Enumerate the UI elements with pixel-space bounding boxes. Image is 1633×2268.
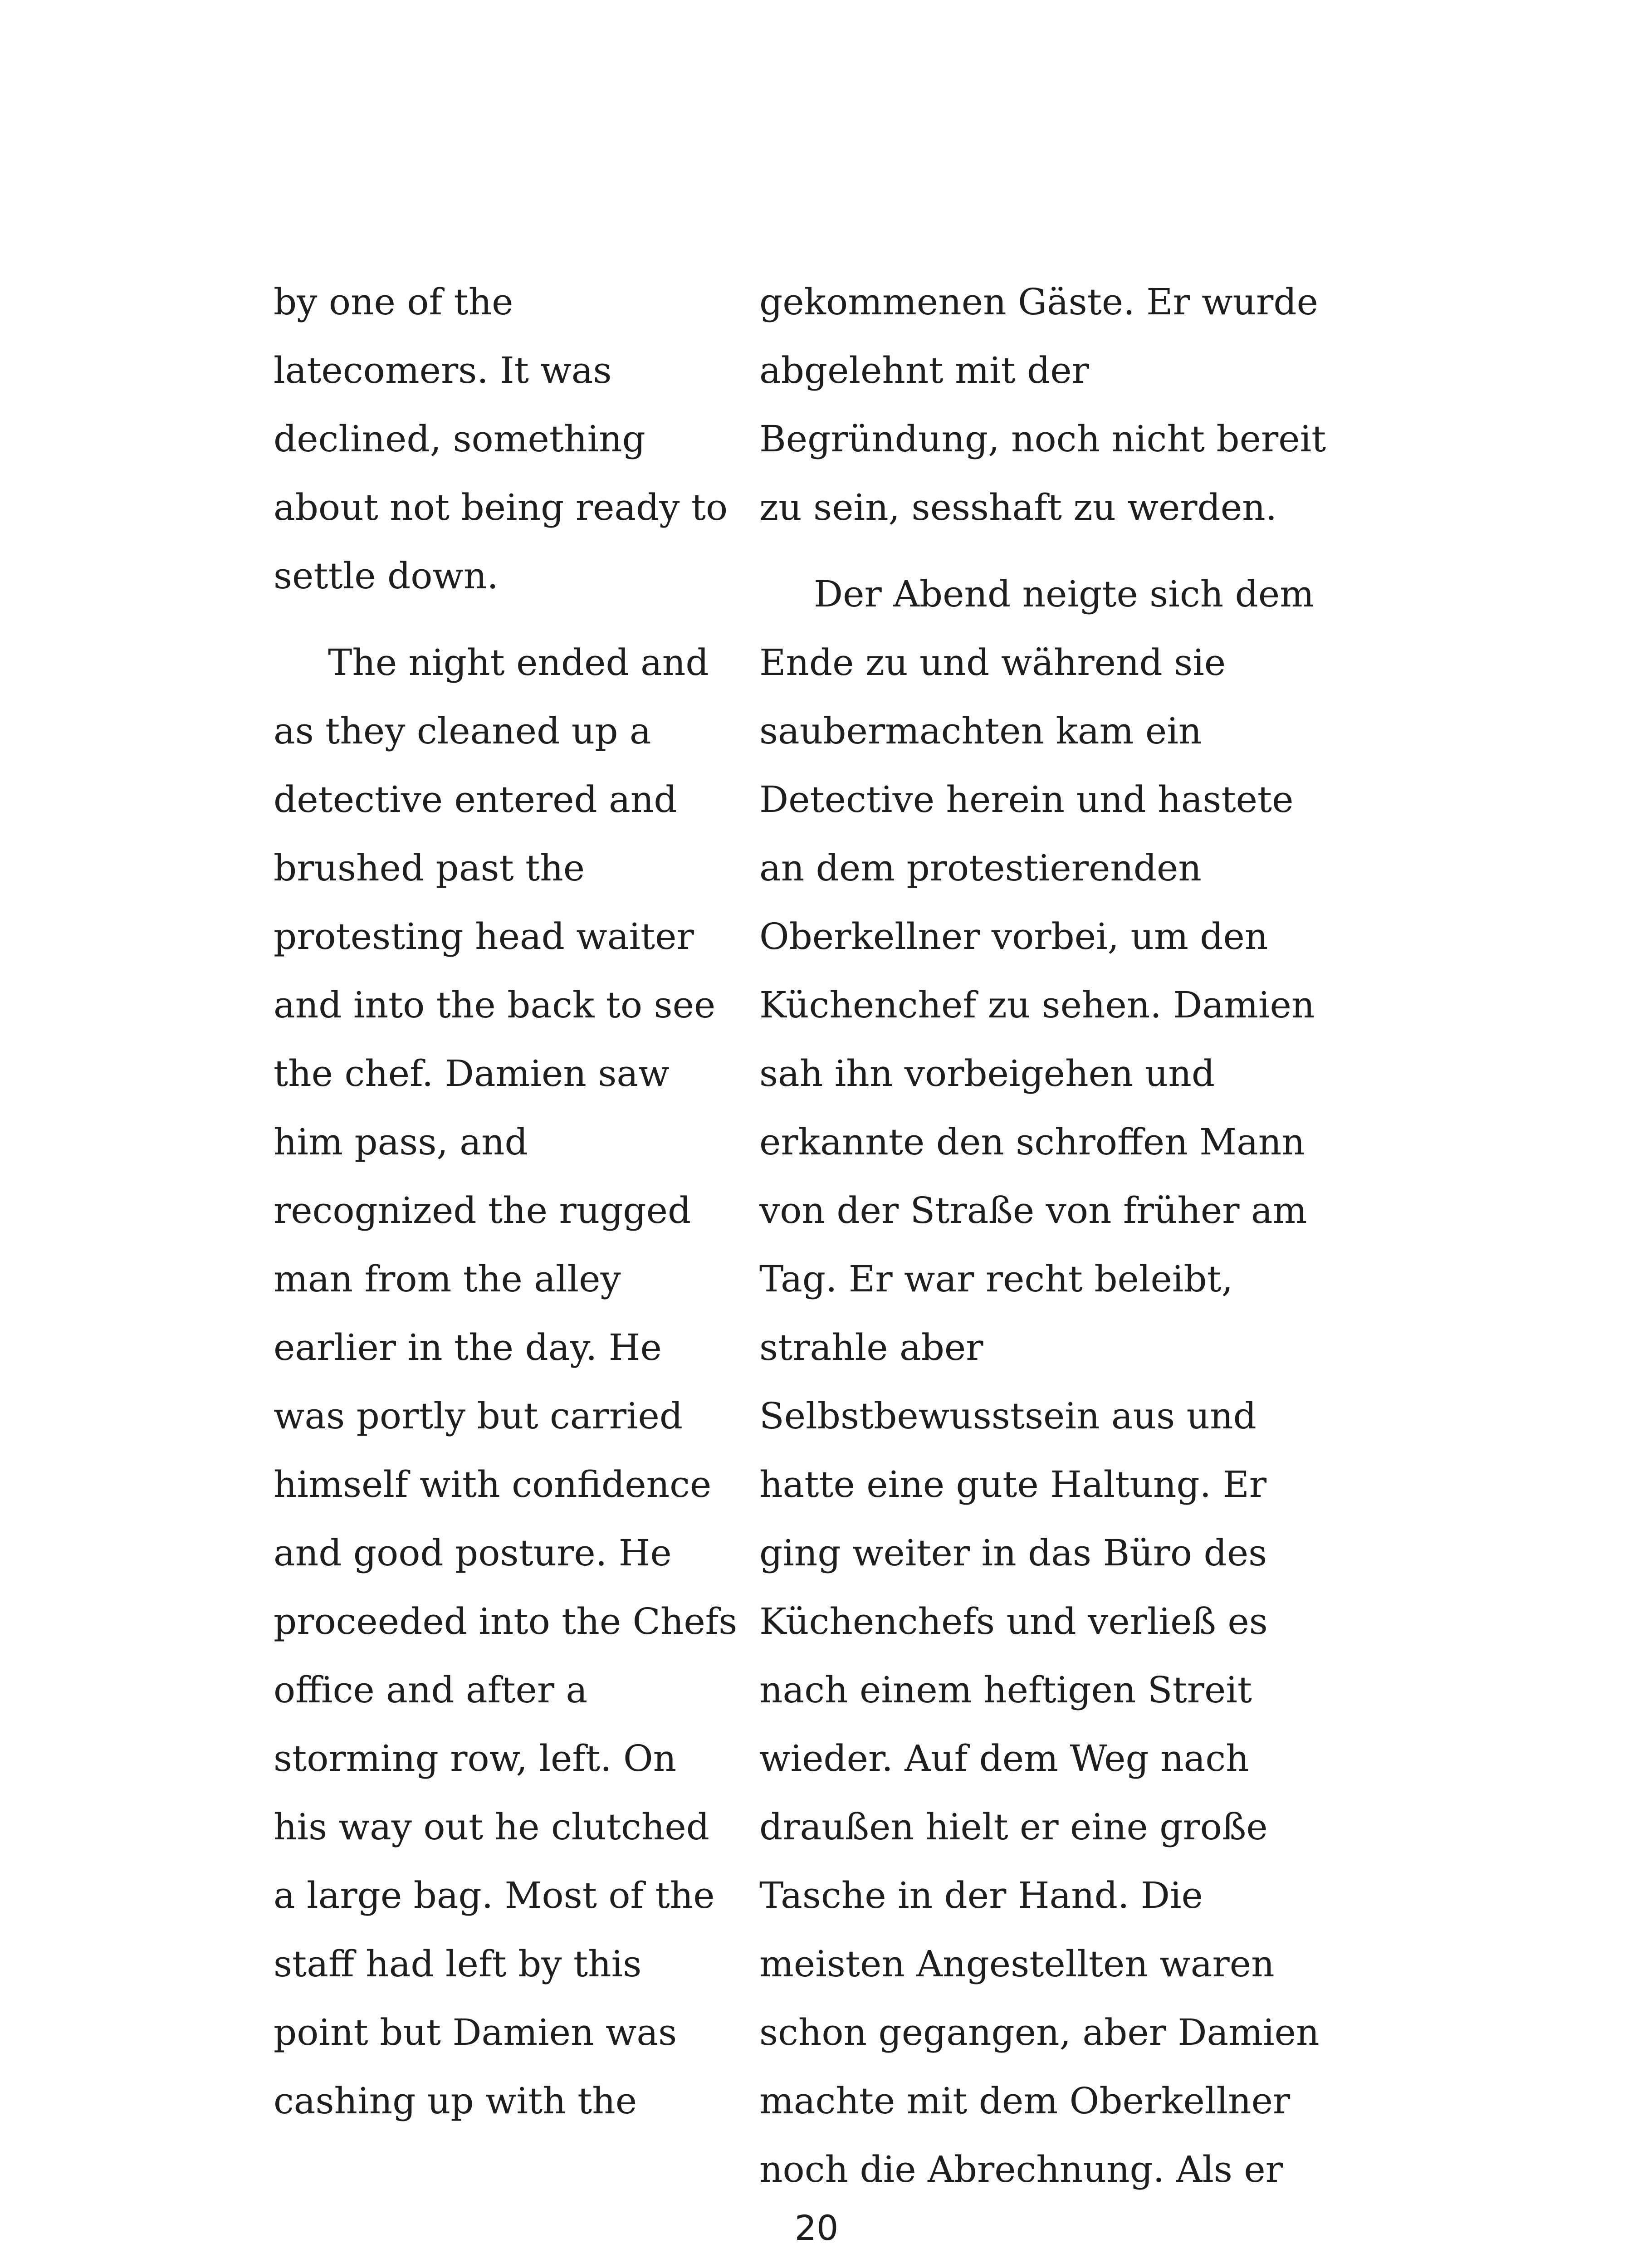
text-line: Selbstbewusstsein aus und xyxy=(759,1395,1257,1437)
text-line: and into the back to see xyxy=(274,984,716,1026)
text-line: detective entered and xyxy=(274,778,677,821)
text-line: strahle aber xyxy=(759,1326,983,1369)
text-line: recognized the rugged xyxy=(274,1189,691,1232)
text-line: gekommenen Gäste. Er wurde xyxy=(759,281,1318,323)
text-line: staff had left by this xyxy=(274,1943,642,1985)
paragraph-break xyxy=(759,542,1326,560)
text-line: meisten Angestellten waren xyxy=(759,1943,1275,1985)
text-line: Der Abend neigte sich dem xyxy=(814,573,1315,615)
text-line: his way out he clutched xyxy=(274,1806,709,1848)
text-line: a large bag. Most of the xyxy=(274,1874,715,1916)
text-line: himself with confidence xyxy=(274,1463,712,1505)
text-line: noch die Abrechnung. Als er xyxy=(759,2148,1283,2190)
text-line: draußen hielt er eine große xyxy=(759,1806,1268,1848)
text-line: earlier in the day. He xyxy=(274,1326,662,1369)
text-line: was portly but carried xyxy=(274,1395,683,1437)
text-line: Detective herein und hastete xyxy=(759,778,1294,821)
text-line: Ende zu und während sie xyxy=(759,641,1226,684)
text-line: Tasche in der Hand. Die xyxy=(759,1874,1203,1916)
text-line: machte mit dem Oberkellner xyxy=(759,2080,1291,2122)
text-line: brushed past the xyxy=(274,847,585,889)
text-line: Begründung, noch nicht bereit xyxy=(759,418,1326,460)
text-line: Tag. Er war recht beleibt, xyxy=(759,1258,1233,1300)
german-column xyxy=(759,268,1326,2204)
page-number: 20 xyxy=(794,2208,839,2248)
text-line: office and after a xyxy=(274,1669,588,1711)
text-line: schon gegangen, aber Damien xyxy=(759,2011,1320,2053)
text-line: him pass, and xyxy=(274,1121,528,1163)
english-column xyxy=(274,268,737,2135)
text-line: saubermachten kam ein xyxy=(759,710,1202,752)
text-line: sah ihn vorbeigehen und xyxy=(759,1052,1215,1095)
paragraph-break xyxy=(274,610,737,628)
text-line: cashing up with the xyxy=(274,2080,637,2122)
text-line: as they cleaned up a xyxy=(274,710,651,752)
text-line: ging weiter in das Büro des xyxy=(759,1532,1267,1574)
text-line: The night ended and xyxy=(328,641,709,684)
text-line: von der Straße von früher am xyxy=(759,1189,1307,1232)
text-line: and good posture. He xyxy=(274,1532,672,1574)
text-line: declined, something xyxy=(274,418,645,460)
text-line: an dem protestierenden xyxy=(759,847,1202,889)
text-line: wieder. Auf dem Weg nach xyxy=(759,1737,1249,1779)
text-line: Küchenchef zu sehen. Damien xyxy=(759,984,1315,1026)
text-line: erkannte den schroffen Mann xyxy=(759,1121,1305,1163)
text-line: Küchenchefs und verließ es xyxy=(759,1600,1268,1642)
text-line: latecomers. It was xyxy=(274,349,612,391)
text-line: hatte eine gute Haltung. Er xyxy=(759,1463,1267,1505)
text-line: storming row, left. On xyxy=(274,1737,677,1779)
text-line: proceeded into the Chefs xyxy=(274,1600,738,1642)
text-line: abgelehnt mit der xyxy=(759,349,1089,391)
text-line: about not being ready to xyxy=(274,486,728,528)
text-line: point but Damien was xyxy=(274,2011,677,2053)
text-line: Oberkellner vorbei, um den xyxy=(759,915,1268,958)
text-line: by one of the xyxy=(274,281,513,323)
text-line: zu sein, sesshaft zu werden. xyxy=(759,486,1277,528)
text-line: protesting head waiter xyxy=(274,915,694,958)
text-line: settle down. xyxy=(274,555,499,597)
text-line: the chef. Damien saw xyxy=(274,1052,670,1095)
text-line: nach einem heftigen Streit xyxy=(759,1669,1252,1711)
text-line: man from the alley xyxy=(274,1258,621,1300)
